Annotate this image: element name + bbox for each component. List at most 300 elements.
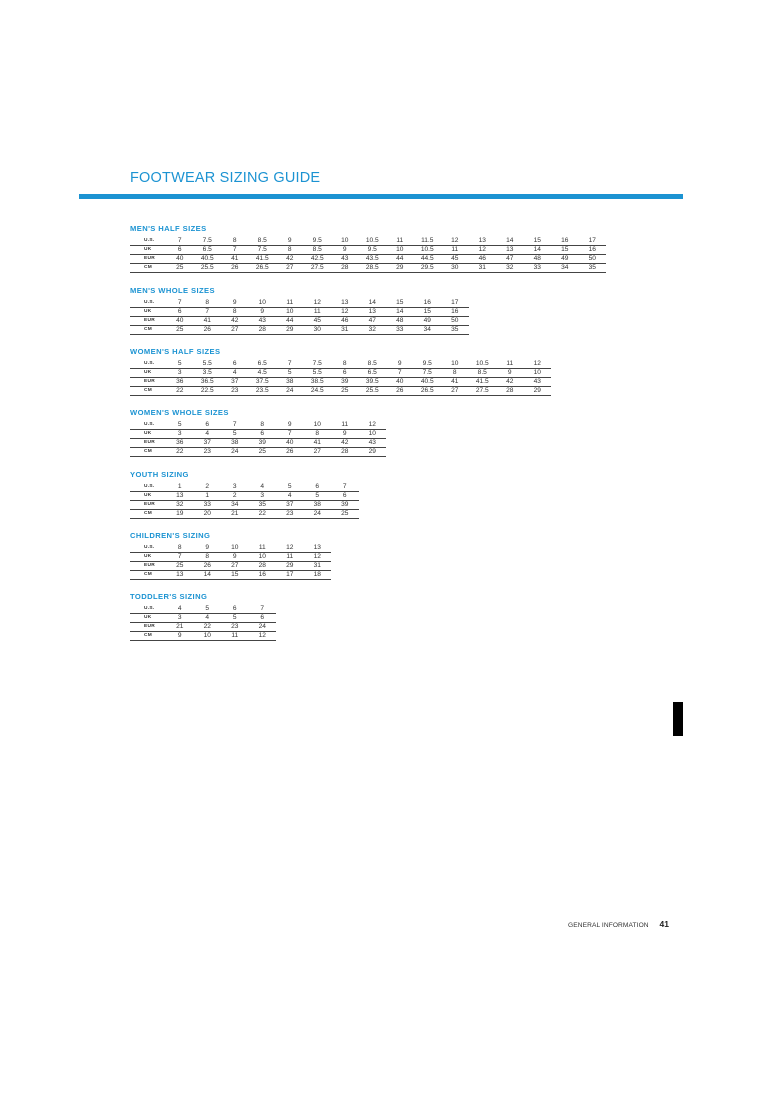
row-label: CM [130,448,166,457]
size-cell: 4 [276,492,304,501]
size-cell: 40 [386,378,414,387]
size-row [130,501,359,510]
size-cell: 10 [194,632,222,641]
row-label: EUR [130,562,166,571]
size-cell: 15 [524,237,552,246]
size-cell: 12 [441,237,469,246]
size-row [130,623,276,632]
size-cell: 24 [221,448,249,457]
size-cell: 9 [276,421,304,430]
size-cell: 26 [194,562,222,571]
size-cell: 15 [221,571,249,580]
size-cell: 31 [331,326,359,335]
sizing-section [130,531,331,580]
size-cell: 42 [221,317,249,326]
size-cell: 8 [441,369,469,378]
size-cell: 50 [441,317,469,326]
size-row [130,562,331,571]
size-cell: 41.5 [249,255,277,264]
size-cell: 3.5 [194,369,222,378]
size-cell: 43 [331,255,359,264]
size-cell: 6.5 [194,246,222,255]
size-cell: 6 [166,308,194,317]
size-cell: 47 [359,317,387,326]
size-cell: 38 [304,501,332,510]
row-label: CM [130,571,166,580]
size-cell: 10 [304,421,332,430]
size-row [130,326,469,335]
size-cell: 11 [249,544,277,553]
size-table [130,299,469,335]
row-label: UK [130,430,166,439]
size-cell: 25 [166,562,194,571]
size-cell: 10 [221,544,249,553]
size-cell: 34 [414,326,442,335]
size-cell: 35 [579,264,607,273]
size-cell: 27 [304,448,332,457]
size-cell: 25.5 [359,387,387,396]
size-cell: 33 [194,501,222,510]
size-cell: 35 [249,501,277,510]
size-cell: 26 [194,326,222,335]
size-cell: 43 [359,439,387,448]
size-cell: 11 [276,553,304,562]
size-cell: 29 [524,387,552,396]
size-cell: 5 [221,430,249,439]
sizing-section [130,347,551,396]
size-cell: 37 [194,439,222,448]
size-cell: 12 [331,308,359,317]
size-cell: 39.5 [359,378,387,387]
row-label: CM [130,632,166,641]
size-cell: 5 [276,483,304,492]
size-cell: 11 [386,237,414,246]
size-cell: 39 [331,378,359,387]
size-cell: 37.5 [249,378,277,387]
size-cell: 10 [386,246,414,255]
size-cell: 9.5 [304,237,332,246]
size-cell: 49 [414,317,442,326]
size-cell: 7 [331,483,359,492]
row-label: CM [130,387,166,396]
size-cell: 10 [249,299,277,308]
size-cell: 6 [194,421,222,430]
row-label: U.S. [130,483,166,492]
size-cell: 43 [249,317,277,326]
size-cell: 2 [221,492,249,501]
size-cell: 46 [331,317,359,326]
size-cell: 7 [386,369,414,378]
size-cell: 12 [249,632,277,641]
sizing-section [130,592,276,641]
size-cell: 43.5 [359,255,387,264]
size-cell: 9 [221,553,249,562]
size-row [130,553,331,562]
size-cell: 14 [386,308,414,317]
size-cell: 10 [331,237,359,246]
size-cell: 6.5 [249,360,277,369]
size-cell: 9 [331,246,359,255]
size-cell: 12 [276,544,304,553]
size-cell: 2 [194,483,222,492]
size-cell: 7 [249,605,277,614]
size-cell: 11 [496,360,524,369]
size-cell: 29 [276,326,304,335]
size-cell: 11 [441,246,469,255]
size-cell: 9 [194,544,222,553]
size-row [130,299,469,308]
size-row [130,632,276,641]
row-label: U.S. [130,421,166,430]
size-cell: 24 [304,510,332,519]
size-cell: 8 [194,553,222,562]
size-cell: 30 [304,326,332,335]
row-label: UK [130,246,166,255]
sizing-section [130,408,386,457]
row-label: EUR [130,255,166,264]
size-cell: 15 [551,246,579,255]
sizing-section [130,286,469,335]
size-cell: 33 [524,264,552,273]
size-cell: 9.5 [414,360,442,369]
size-cell: 32 [496,264,524,273]
size-cell: 22 [194,623,222,632]
size-cell: 26 [276,448,304,457]
size-cell: 31 [304,562,332,571]
size-cell: 7 [276,430,304,439]
size-cell: 36.5 [194,378,222,387]
page-title: FOOTWEAR SIZING GUIDE [130,170,321,186]
size-cell: 45 [441,255,469,264]
size-cell: 14 [359,299,387,308]
row-label: UK [130,492,166,501]
size-row [130,483,359,492]
size-cell: 27.5 [469,387,497,396]
section-heading: TODDLER'S SIZING [130,592,208,601]
size-cell: 9 [276,237,304,246]
size-cell: 26 [386,387,414,396]
size-cell: 4 [249,483,277,492]
size-cell: 8.5 [469,369,497,378]
size-cell: 7.5 [414,369,442,378]
size-cell: 46 [469,255,497,264]
row-label: U.S. [130,237,166,246]
size-cell: 3 [166,369,194,378]
size-cell: 8 [166,544,194,553]
size-cell: 40 [166,255,194,264]
page-footer [568,919,669,929]
row-label: EUR [130,317,166,326]
size-cell: 4 [221,369,249,378]
size-cell: 20 [194,510,222,519]
size-cell: 12 [524,360,552,369]
size-cell: 12 [304,553,332,562]
size-row [130,614,276,623]
size-row [130,430,386,439]
size-cell: 5.5 [304,369,332,378]
size-cell: 9.5 [359,246,387,255]
row-label: UK [130,308,166,317]
size-cell: 10.5 [469,360,497,369]
size-cell: 18 [304,571,332,580]
size-cell: 12 [304,299,332,308]
size-cell: 15 [386,299,414,308]
size-cell: 4 [166,605,194,614]
size-cell: 11 [276,299,304,308]
size-cell: 41 [441,378,469,387]
size-cell: 6 [304,483,332,492]
size-cell: 22.5 [194,387,222,396]
size-cell: 40.5 [194,255,222,264]
section-heading: MEN'S WHOLE SIZES [130,286,215,295]
row-label: U.S. [130,544,166,553]
size-cell: 17 [441,299,469,308]
size-cell: 15 [414,308,442,317]
size-cell: 14 [194,571,222,580]
title-rule [79,194,683,199]
size-cell: 7 [166,299,194,308]
row-label: U.S. [130,605,166,614]
size-cell: 38 [276,378,304,387]
size-cell: 26.5 [414,387,442,396]
size-cell: 9 [386,360,414,369]
size-cell: 35 [441,326,469,335]
row-label: EUR [130,501,166,510]
size-cell: 14 [524,246,552,255]
size-cell: 22 [249,510,277,519]
size-cell: 34 [221,501,249,510]
size-cell: 9 [249,308,277,317]
size-cell: 27 [441,387,469,396]
size-cell: 38.5 [304,378,332,387]
side-tab-marker [673,702,683,736]
size-cell: 29.5 [414,264,442,273]
size-cell: 49 [551,255,579,264]
size-cell: 7 [194,308,222,317]
size-cell: 7.5 [249,246,277,255]
size-cell: 25 [166,264,194,273]
size-cell: 6 [249,430,277,439]
size-cell: 16 [414,299,442,308]
size-cell: 37 [276,501,304,510]
size-cell: 6 [331,492,359,501]
size-cell: 24 [249,623,277,632]
size-cell: 29 [276,562,304,571]
size-table [130,605,276,641]
size-cell: 28 [496,387,524,396]
size-cell: 1 [194,492,222,501]
size-row [130,378,551,387]
row-label: U.S. [130,360,166,369]
size-cell: 36 [166,378,194,387]
size-cell: 22 [166,448,194,457]
size-cell: 22 [166,387,194,396]
size-cell: 6 [249,614,277,623]
size-cell: 25 [331,510,359,519]
size-cell: 12 [359,421,387,430]
size-cell: 16 [441,308,469,317]
size-cell: 44.5 [414,255,442,264]
size-row [130,255,606,264]
size-cell: 9 [496,369,524,378]
size-cell: 25 [331,387,359,396]
size-cell: 41 [194,317,222,326]
size-table [130,237,606,273]
size-cell: 6.5 [359,369,387,378]
size-cell: 8 [304,430,332,439]
size-cell: 23 [221,387,249,396]
size-cell: 37 [221,378,249,387]
size-row [130,492,359,501]
size-table [130,421,386,457]
size-cell: 4 [194,430,222,439]
row-label: CM [130,264,166,273]
size-cell: 1 [166,483,194,492]
size-cell: 26 [221,264,249,273]
size-cell: 6 [166,246,194,255]
row-label: UK [130,553,166,562]
size-cell: 8 [249,421,277,430]
size-cell: 7 [166,553,194,562]
size-table [130,483,359,519]
footer-section-label: GENERAL INFORMATION [568,922,649,929]
row-label: UK [130,369,166,378]
size-cell: 40 [276,439,304,448]
size-row [130,387,551,396]
row-label: CM [130,510,166,519]
size-cell: 23 [194,448,222,457]
size-row [130,264,606,273]
size-cell: 6 [221,360,249,369]
size-cell: 45 [304,317,332,326]
size-cell: 10.5 [414,246,442,255]
size-cell: 11 [331,421,359,430]
size-cell: 42 [331,439,359,448]
size-cell: 27 [221,562,249,571]
size-cell: 16 [551,237,579,246]
size-cell: 33 [386,326,414,335]
section-heading: YOUTH SIZING [130,470,189,479]
size-cell: 7 [166,237,194,246]
size-cell: 5 [194,605,222,614]
size-row [130,308,469,317]
size-cell: 4.5 [249,369,277,378]
size-cell: 5 [166,360,194,369]
size-cell: 48 [386,317,414,326]
size-cell: 41.5 [469,378,497,387]
section-heading: WOMEN'S WHOLE SIZES [130,408,229,417]
size-cell: 19 [166,510,194,519]
size-cell: 40.5 [414,378,442,387]
size-cell: 13 [166,571,194,580]
size-cell: 7 [221,421,249,430]
size-row [130,369,551,378]
size-cell: 10.5 [359,237,387,246]
size-cell: 31 [469,264,497,273]
size-cell: 8 [221,308,249,317]
size-cell: 6 [331,369,359,378]
size-cell: 28 [249,562,277,571]
row-label: EUR [130,439,166,448]
size-cell: 27 [221,326,249,335]
size-row [130,317,469,326]
size-cell: 7.5 [194,237,222,246]
size-cell: 32 [359,326,387,335]
size-cell: 10 [524,369,552,378]
size-table [130,544,331,580]
size-cell: 9 [221,299,249,308]
row-label: EUR [130,378,166,387]
page-number: 41 [659,919,669,929]
size-cell: 13 [359,308,387,317]
size-cell: 5 [304,492,332,501]
size-cell: 24 [276,387,304,396]
size-cell: 29 [386,264,414,273]
size-cell: 5 [221,614,249,623]
size-cell: 25 [166,326,194,335]
size-cell: 42 [276,255,304,264]
size-cell: 40 [166,317,194,326]
size-cell: 21 [221,510,249,519]
row-label: EUR [130,623,166,632]
size-cell: 44 [386,255,414,264]
section-heading: CHILDREN'S SIZING [130,531,211,540]
size-cell: 10 [249,553,277,562]
row-label: CM [130,326,166,335]
size-cell: 39 [249,439,277,448]
size-cell: 23 [221,623,249,632]
size-cell: 5.5 [194,360,222,369]
size-row [130,544,331,553]
size-cell: 28.5 [359,264,387,273]
size-cell: 3 [249,492,277,501]
size-cell: 50 [579,255,607,264]
size-cell: 41 [221,255,249,264]
size-cell: 8.5 [359,360,387,369]
size-cell: 5 [166,421,194,430]
row-label: UK [130,614,166,623]
size-cell: 13 [496,246,524,255]
size-cell: 17 [579,237,607,246]
size-cell: 23 [276,510,304,519]
size-row [130,360,551,369]
size-cell: 12 [469,246,497,255]
size-cell: 7 [276,360,304,369]
size-cell: 44 [276,317,304,326]
size-cell: 10 [441,360,469,369]
size-table [130,360,551,396]
size-row [130,448,386,457]
size-cell: 32 [166,501,194,510]
size-cell: 25 [249,448,277,457]
size-cell: 3 [166,430,194,439]
size-cell: 8 [221,237,249,246]
size-cell: 14 [496,237,524,246]
size-cell: 5 [276,369,304,378]
size-cell: 13 [304,544,332,553]
row-label: U.S. [130,299,166,308]
sizing-section [130,224,606,273]
size-cell: 41 [304,439,332,448]
size-cell: 10 [276,308,304,317]
size-cell: 8 [194,299,222,308]
size-cell: 7 [221,246,249,255]
size-cell: 21 [166,623,194,632]
size-cell: 38 [221,439,249,448]
size-cell: 27 [276,264,304,273]
size-cell: 42.5 [304,255,332,264]
size-cell: 17 [276,571,304,580]
